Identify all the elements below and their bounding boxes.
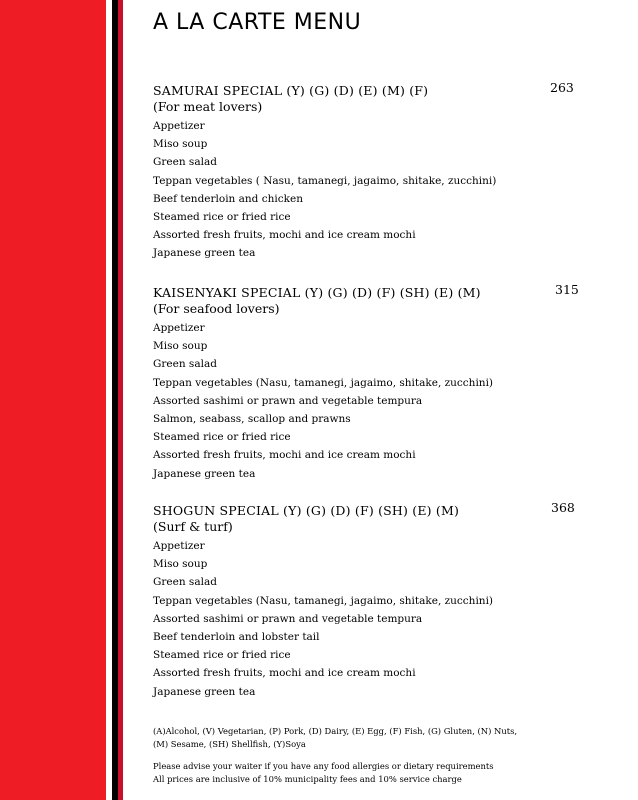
menu-item: Green salad [153,576,217,589]
allergy-advice: Please advise your waiter if you have any food allergies or dietary requirements [153,761,494,771]
menu-item: Teppan vegetables (Nasu, tamanegi, jagaimo, shitake, zucchini) [153,376,494,389]
menu-item: Assorted sashimi or prawn and vegetable tempura [153,612,423,625]
menu-item: Steamed rice or fried rice [153,431,291,444]
section-price: 263 [550,80,574,95]
prices-note: All prices are inclusive of 10% municipality fees and 10% service charge [153,774,462,784]
section-subtitle: (For meat lovers) [153,99,263,114]
menu-section-samurai [153,80,573,263]
menu-item: Teppan vegetables ( Nasu, tamanegi, jagaimo, shitake, zucchini) [153,174,497,187]
left-red-stripe [118,0,123,800]
menu-item: Beef tenderloin and lobster tail [153,631,320,644]
section-header [153,80,573,98]
footer-notes [153,760,573,786]
menu-item: Japanese green tea [153,247,256,260]
menu-item: Green salad [153,358,217,371]
allergen-legend-line: (A)Alcohol, (V) Vegetarian, (P) Pork, (D) Dairy, (E) Egg, (F) Fish, (G) Gluten, (N) Nuts, [153,726,518,736]
menu-section-shogun [153,500,573,701]
menu-item: Appetizer [153,120,205,132]
menu-item: Steamed rice or fried rice [153,211,291,224]
allergen-legend-line: (M) Sesame, (SH) Shellfish, (Y)Soya [153,739,306,749]
menu-item: Miso soup [153,558,208,571]
menu-item: Green salad [153,156,217,169]
menu-section-kaisenyaki [153,282,579,483]
section-header [153,500,573,518]
menu-item: Assorted sashimi or prawn and vegetable tempura [153,394,423,407]
menu-item: Teppan vegetables (Nasu, tamanegi, jagaimo, shitake, zucchini) [153,594,494,607]
menu-item: Appetizer [153,322,205,334]
menu-item: Appetizer [153,540,205,552]
menu-item: Assorted fresh fruits, mochi and ice cream mochi [153,667,416,680]
menu-item: Japanese green tea [153,467,256,480]
menu-item: Assorted fresh fruits, mochi and ice cream mochi [153,449,416,462]
section-name: KAISENYAKI SPECIAL (Y) (G) (D) (F) (SH) (E) (M) [153,285,481,300]
section-name: SAMURAI SPECIAL (Y) (G) (D) (E) (M) (F) [153,83,429,98]
menu-item: Beef tenderloin and chicken [153,192,303,205]
section-header [153,282,579,300]
left-red-band [0,0,106,800]
section-name: SHOGUN SPECIAL (Y) (G) (D) (F) (SH) (E) (M) [153,503,460,518]
menu-item: Steamed rice or fried rice [153,649,291,662]
allergen-legend [153,725,573,751]
section-subtitle: (Surf & turf) [153,519,233,534]
section-price: 315 [555,282,579,297]
section-subtitle: (For seafood lovers) [153,301,280,316]
menu-item: Miso soup [153,340,208,353]
page-title: A LA CARTE MENU [153,10,362,35]
menu-item: Japanese green tea [153,685,256,698]
menu-item: Assorted fresh fruits, mochi and ice cream mochi [153,229,416,242]
menu-item: Salmon, seabass, scallop and prawns [153,413,351,426]
menu-item: Miso soup [153,138,208,151]
section-price: 368 [551,500,575,515]
